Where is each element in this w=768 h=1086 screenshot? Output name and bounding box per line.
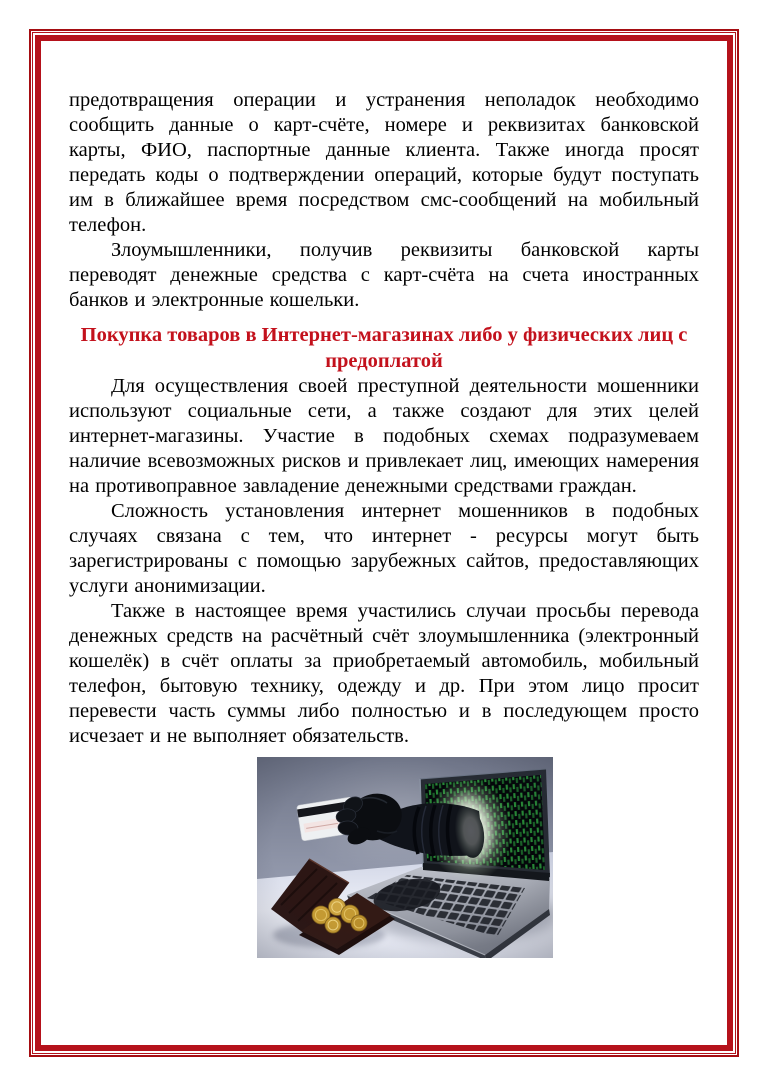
paragraph-anonymization: Сложность установления интернет мошенников в подобных случаях связана с тем, что интернет - ресурсы могут быть зарегистрированы с помощью зарубежных сайтов, предоставляющих услуги анонимизации. — [69, 500, 699, 597]
section-heading: Покупка товаров в Интернет-магазинах либо у физических лиц с предоплатой — [80, 324, 688, 372]
page-content — [41, 41, 727, 1045]
page-border-middle — [32, 32, 736, 1054]
photo-vignette — [257, 757, 553, 958]
page-border-outer — [29, 29, 739, 1057]
cyber-theft-photo — [257, 757, 553, 958]
paragraph-social-networks: Для осуществления своей преступной деятельности мошенники используют социальные сети, а также создают для этих целей интернет-магазины. Участие в подобных схемах подразумеваем наличие всевозможных рисков и привлекает лиц, имеющих намерения на противоправное завладение денежными средствами граждан. — [69, 375, 699, 497]
paragraph-prepayment-scam: Также в настоящее время участились случаи просьбы перевода денежных средств на расчётный счёт злоумышленника (электронный кошелёк) в счёт оплаты за приобретаемый автомобиль, мобильный телефон, бытовую технику, одежду и др. При этом лицо просит перевести часть суммы либо полностью и в последующем просто исчезает и не выполняет обязательств. — [69, 600, 699, 747]
paragraph-fraudsters-transfer: Злоумышленники, получив реквизиты банковской карты переводят денежные средства с карт-счёта на счета иностранных банков и электронные кошельки. — [69, 239, 699, 311]
cyber-theft-photo-svg — [257, 757, 553, 958]
page-border-inner — [35, 35, 733, 1051]
paragraph-card-data-warning: предотвращения операции и устранения неполадок необходимо сообщить данные о карт-счёте, номере и реквизитах банковской карты, ФИО, паспортные данные клиента. Также иногда просят передать коды о подтверждении операций, которые будут поступать им в ближайшее время посредством смс-сообщений на мобильный телефон. — [69, 89, 699, 236]
